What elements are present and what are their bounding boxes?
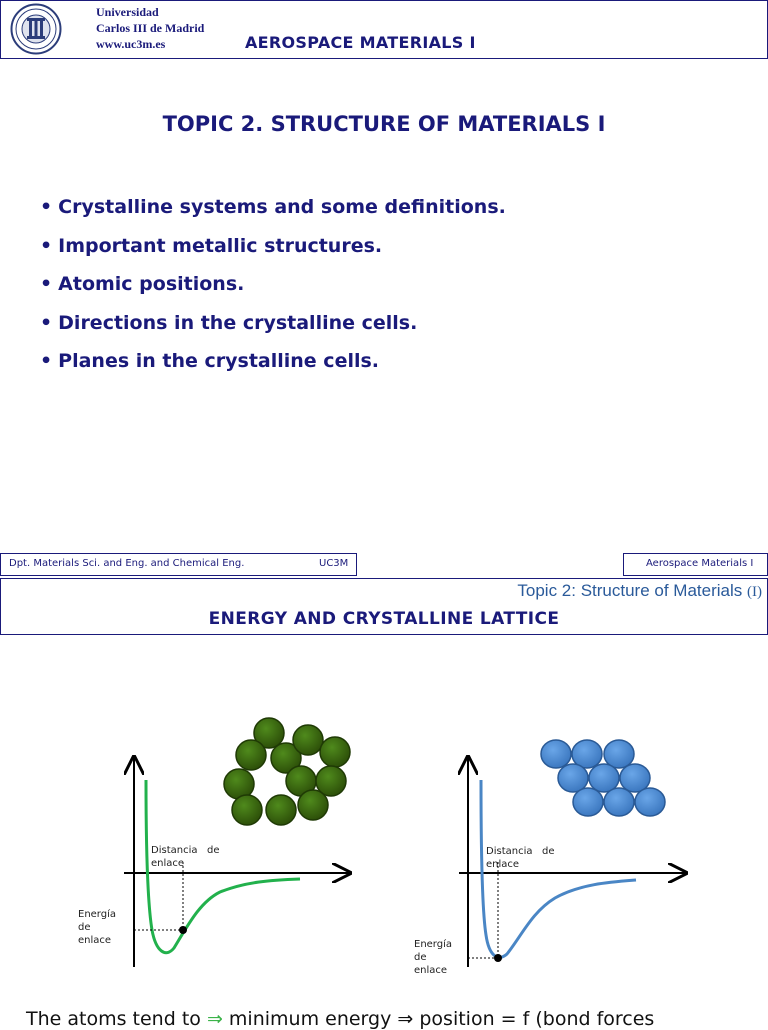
bullet-dot: • [40, 350, 53, 372]
bullet-item [40, 347, 506, 386]
bullet-dot: • [40, 234, 53, 257]
topic-bullet-list [40, 193, 506, 386]
left-distance-label [151, 844, 220, 870]
bullet-item [40, 193, 506, 232]
atom [320, 737, 350, 767]
course-title: AEROSPACE MATERIALS I [245, 33, 476, 52]
bullet-text: Crystalline systems and some definitions. [58, 196, 506, 218]
equilibrium-point [179, 926, 187, 934]
blue-atom-cluster [541, 740, 665, 816]
bullet-item [40, 270, 506, 309]
footer-course: Aerospace Materials I [646, 558, 754, 569]
bottom-text-part2: minimum energy [228, 1008, 392, 1030]
topic-title: TOPIC 2. STRUCTURE OF MATERIALS I [162, 112, 606, 136]
left-distance-label-line2: enlace [151, 858, 185, 869]
right-energy-label-line2: de [414, 952, 427, 963]
university-line-1: Universidad [96, 5, 159, 19]
slide2-subtitle-number: (I) [747, 584, 762, 600]
right-distance-label-line1: Distancia de [486, 846, 555, 857]
atom [298, 790, 328, 820]
atom [620, 764, 650, 792]
right-energy-label-line1: Energía [414, 939, 452, 950]
right-distance-label [486, 845, 555, 871]
atom [589, 764, 619, 792]
atom [293, 725, 323, 755]
right-energy-label [414, 938, 452, 977]
atom [232, 795, 262, 825]
bullet-item [40, 232, 506, 271]
implies-arrow-icon: ⇒ [206, 1008, 223, 1030]
bullet-dot: • [40, 273, 53, 295]
left-energy-label-line2: de [78, 922, 91, 933]
green-atom-cluster [224, 718, 350, 825]
atom [558, 764, 588, 792]
footer-institution: UC3M [319, 558, 349, 569]
bottom-statement [26, 1008, 654, 1030]
university-name [96, 4, 204, 52]
atom [635, 788, 665, 816]
bottom-text-part3: position = f (bond forces [419, 1008, 655, 1030]
implies-arrow-icon: ⇒ [397, 1008, 414, 1030]
bottom-text-part1: The atoms tend to [26, 1008, 201, 1030]
left-energy-label-line3: enlace [78, 935, 112, 946]
bullet-item [40, 309, 506, 348]
atom [541, 740, 571, 768]
slide2-subtitle [517, 581, 762, 601]
left-energy-label [78, 908, 116, 947]
bullet-dot: • [40, 196, 53, 218]
atom [236, 740, 266, 770]
slide2-title: ENERGY AND CRYSTALLINE LATTICE [208, 609, 560, 629]
atom [604, 788, 634, 816]
university-website: www.uc3m.es [96, 37, 166, 51]
bullet-text: Atomic positions. [58, 273, 245, 295]
footer-course-box [623, 553, 768, 576]
footer-department-box [0, 553, 357, 576]
atom [573, 788, 603, 816]
bullet-text: Planes in the crystalline cells. [58, 350, 380, 372]
atom [266, 795, 296, 825]
university-line-2: Carlos III de Madrid [96, 21, 205, 35]
right-energy-label-line3: enlace [414, 965, 448, 976]
slide2-subtitle-text: Topic 2: Structure of Materials [517, 581, 743, 600]
footer-department: Dpt. Materials Sci. and Eng. and Chemical Eng. [9, 558, 245, 569]
atom [604, 740, 634, 768]
right-distance-label-line2: enlace [486, 859, 520, 870]
bullet-dot: • [40, 311, 53, 334]
university-logo-icon [10, 3, 62, 55]
left-distance-label-line1: Distancia de [151, 845, 220, 856]
bullet-text: Directions in the crystalline cells. [58, 311, 418, 334]
left-energy-label-line1: Energía [78, 909, 116, 920]
equilibrium-point [494, 954, 502, 962]
bullet-text: Important metallic structures. [58, 234, 383, 257]
